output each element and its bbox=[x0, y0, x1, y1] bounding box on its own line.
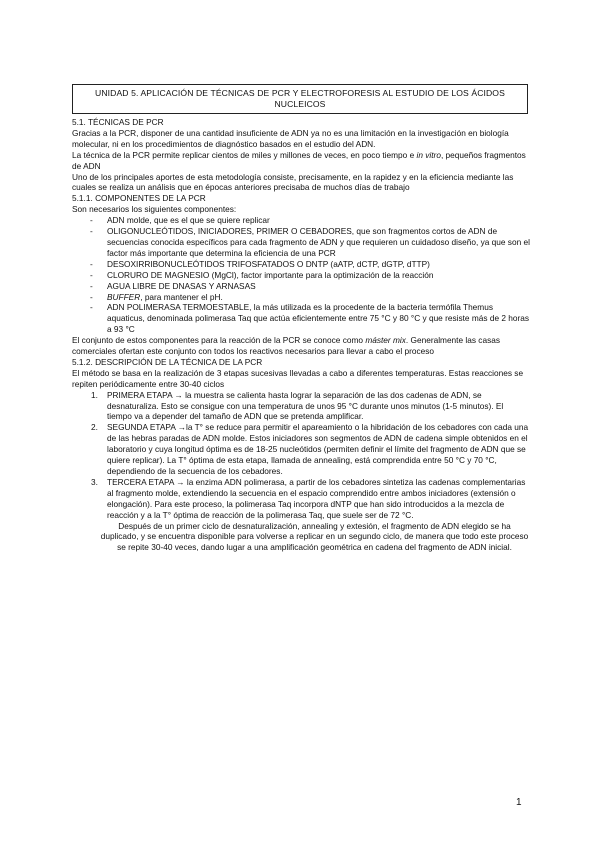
list-dash: - bbox=[90, 302, 93, 313]
paragraph-master-mix bbox=[72, 335, 530, 357]
section-heading-5-1: 5.1. TÉCNICAS DE PCR bbox=[72, 117, 164, 127]
unit-title-box bbox=[72, 84, 528, 114]
list-item bbox=[72, 270, 530, 281]
components-intro: Son necesarios los siguientes componentes: bbox=[72, 204, 237, 215]
paragraph-pcr-advantages: Uno de los principales aportes de esta metodología consiste, precisamente, en la rapidez y en la eficiencia mediante las cuales se realiza un análisis que en épocas anteriores precisaba de muchos días de trabajo bbox=[72, 171, 514, 193]
list-item-text: ADN molde, que es el que se quiere replicar bbox=[107, 215, 270, 226]
document-body bbox=[72, 117, 530, 553]
step-number: 3. bbox=[91, 476, 98, 487]
paragraph-text: . Generalmente las casas comerciales ofertan este conjunto con todos los reactivos necesarios para llevar a cabo el proceso bbox=[72, 335, 500, 357]
list-dash: - bbox=[90, 269, 93, 280]
list-item bbox=[72, 259, 530, 270]
list-item-text: ADN POLIMERASA TERMOESTABLE, la más utilizada es la procedente de la bacteria termófila Themus aquaticus, denominada polimerasa Taq que actúa eficientemente entre 75 °C y 80 °C y que resiste más de 2 horas a 93 °C bbox=[107, 302, 530, 335]
list-item bbox=[72, 477, 530, 521]
step-text: PRIMERA ETAPA → la muestra se calienta hasta lograr la separación de las dos cadenas de ADN, se desnaturaliza. Esto se consigue con una temperatura de unos 95 °C durante unos minutos (1-5 minutos). El tiempo va a depender del tamaño de ADN que se pretenda amplificar. bbox=[107, 389, 504, 422]
list-item-text: OLIGONUCLEÓTIDOS, INICIADORES, PRIMER O CEBADORES, que son fragmentos cortos de ADN de secuencias conocida específicos para cada fragmento de ADN y que requieren un cuidadoso diseño, ya que son el factor más importante que determina la eficiencia de una PCR bbox=[107, 226, 530, 258]
list-dash: - bbox=[90, 215, 93, 226]
italic-term: in vitro bbox=[416, 149, 441, 160]
paragraph-pcr-intro: Gracias a la PCR, disponer de una cantidad insuficiente de ADN ya no es una limitación en la investigación en biología molecular, ni en los procedimientos de diagnóstico basados en el estudio del ADN. bbox=[72, 127, 509, 149]
list-item bbox=[72, 226, 530, 259]
paragraph-text: , pequeños fragmentos de ADN bbox=[72, 149, 526, 171]
list-item bbox=[72, 422, 530, 477]
list-item-text: AGUA LIBRE DE DNASAS Y ARNASAS bbox=[107, 280, 256, 291]
list-dash: - bbox=[90, 280, 93, 291]
section-heading-5-1-1: 5.1.1. COMPONENTES DE LA PCR bbox=[72, 193, 206, 204]
paragraph-text: El conjunto de estos componentes para la reacción de la PCR se conoce como bbox=[72, 335, 366, 346]
cycle-summary: Después de un primer ciclo de desnaturalización, annealing y extesión, el fragmento de ADN elegido se ha duplicado, y se encuentra disponible para volverse a replicar en un segundo ciclo, de manera que todo este proceso se repite 30-40 veces, dando lugar a una amplificación geométrica en cadena del fragmento de ADN inicial. bbox=[100, 520, 529, 553]
list-item-text: , para mantener el pH. bbox=[140, 291, 223, 302]
paragraph-text: La técnica de la PCR permite replicar cientos de miles y millones de veces, en poco tiempo e bbox=[72, 149, 417, 160]
page-number: 1 bbox=[516, 797, 522, 808]
paragraph-pcr-replication bbox=[72, 150, 530, 172]
step-number: 2. bbox=[91, 422, 98, 433]
list-item bbox=[72, 281, 530, 292]
list-item-text: DESOXIRRIBONUCLEÓTIDOS TRIFOSFATADOS O DNTP (aATP, dCTP, dGTP, dTTP) bbox=[107, 258, 430, 269]
step-text: SEGUNDA ETAPA →la T° se reduce para permitir el apareamiento o la hibridación de los cebadores con cada una de las hebras paradas de ADN molde. Estos iniciadores son segmentos de ADN de cadena simple obtenidos en el laboratorio y cuya longitud óptima es de 18-25 nucleótidos (permiten definir el límite del fragmento de ADN que se quiere replicar). La T° óptima de esta etapa, llamada de annealing, está comprendida entre 50 °C y 70 °C, dependiendo de la secuencia de los cebadores. bbox=[107, 422, 529, 476]
step-number: 1. bbox=[91, 389, 98, 400]
italic-term: BUFFER bbox=[107, 291, 141, 302]
list-item bbox=[72, 390, 530, 423]
list-dash: - bbox=[90, 291, 93, 302]
list-item-text: CLORURO DE MAGNESIO (MgCl), factor importante para la optimización de la reacción bbox=[107, 269, 434, 280]
list-item bbox=[72, 215, 530, 226]
steps-list bbox=[72, 390, 530, 521]
section-heading-5-1-2: 5.1.2. DESCRIPCIÓN DE LA TÉCNICA DE LA PCR bbox=[72, 356, 263, 367]
step-text: TERCERA ETAPA → la enzima ADN polimerasa, a partir de los cebadores sintetiza las cadenas complementarias al fragmento molde, extendiendo la secuencia en el espacio comprendido entre ambos iniciadores (extensión o elongación). Para este proceso, la polimerasa Taq incorpora dNTP que han sido introducidos a la mezcla de reacción y a la T° óptima de reacción de la polimerasa Taq, que suele ser de 72 °C. bbox=[107, 476, 526, 520]
list-dash: - bbox=[90, 226, 93, 237]
method-intro: El método se basa en la realización de 3 etapas sucesivas llevadas a cabo a diferentes temperaturas. Estas reacciones se repiten periódicamente entre 30-40 ciclos bbox=[72, 367, 524, 389]
list-dash: - bbox=[90, 258, 93, 269]
italic-term: máster mix bbox=[365, 335, 406, 346]
list-item bbox=[72, 302, 530, 335]
components-list bbox=[72, 215, 530, 335]
unit-title: UNIDAD 5. APLICACIÓN DE TÉCNICAS DE PCR Y ELECTROFORESIS AL ESTUDIO DE LOS ÁCIDOS NUCLEICOS bbox=[95, 88, 505, 109]
list-item bbox=[72, 292, 530, 303]
